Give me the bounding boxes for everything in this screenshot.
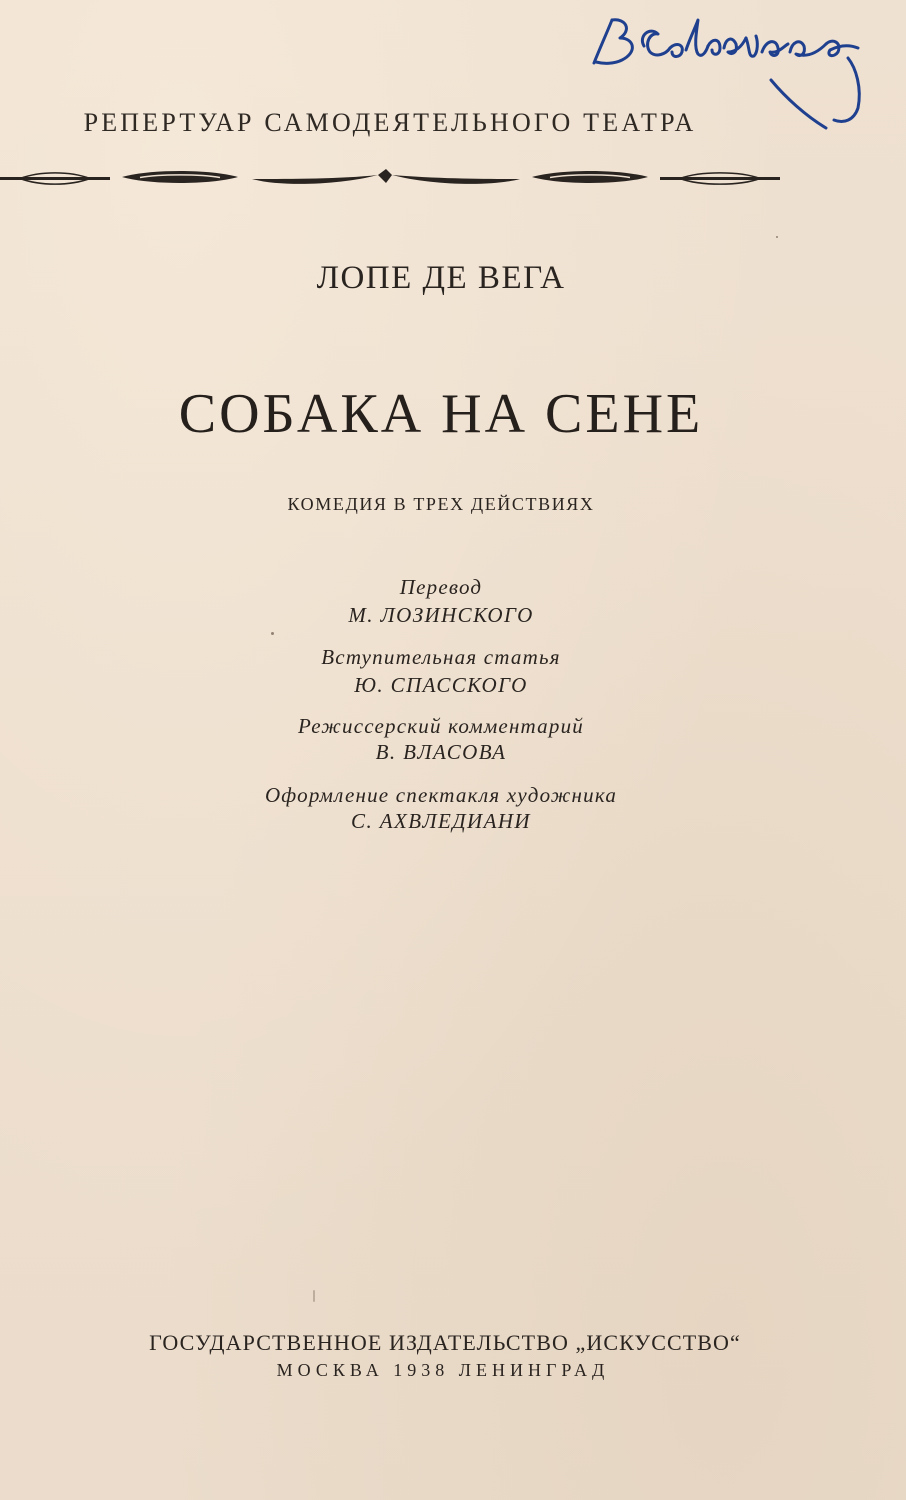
- paper-speck: [271, 632, 274, 635]
- book-subtitle: КОМЕДИЯ В ТРЕХ ДЕЙСТВИЯХ: [287, 494, 595, 514]
- publication-place-year: МОСКВА 1938 ЛЕНИНГРАД: [276, 1360, 610, 1380]
- credit-name-translator: М. ЛОЗИНСКОГО: [348, 603, 534, 627]
- paper-speck: [776, 236, 778, 238]
- author-name: ЛОПЕ ДЕ ВЕГА: [316, 260, 566, 296]
- publisher-name: ГОСУДАРСТВЕННОЕ ИЗДАТЕЛЬСТВО „ИСКУССТВО“: [149, 1330, 741, 1355]
- credit-role-introduction: Вступительная статья: [321, 645, 561, 669]
- credit-role-commentary: Режиссерский комментарий: [298, 714, 584, 738]
- series-heading: РЕПЕРТУАР САМОДЕЯТЕЛЬНОГО ТЕАТРА: [83, 108, 697, 137]
- credit-role-design: Оформление спектакля художника: [264, 783, 618, 807]
- credit-name-designer: С. АХВЛЕДИАНИ: [351, 809, 531, 833]
- credit-name-introduction: Ю. СПАССКОГО: [354, 673, 528, 697]
- credit-role-translation: Перевод: [399, 575, 483, 599]
- ornamental-divider: [0, 165, 780, 195]
- book-title: СОБАКА НА СЕНЕ: [178, 383, 704, 445]
- paper-speck: [313, 1290, 315, 1302]
- credit-name-commentary: В. ВЛАСОВА: [375, 740, 507, 764]
